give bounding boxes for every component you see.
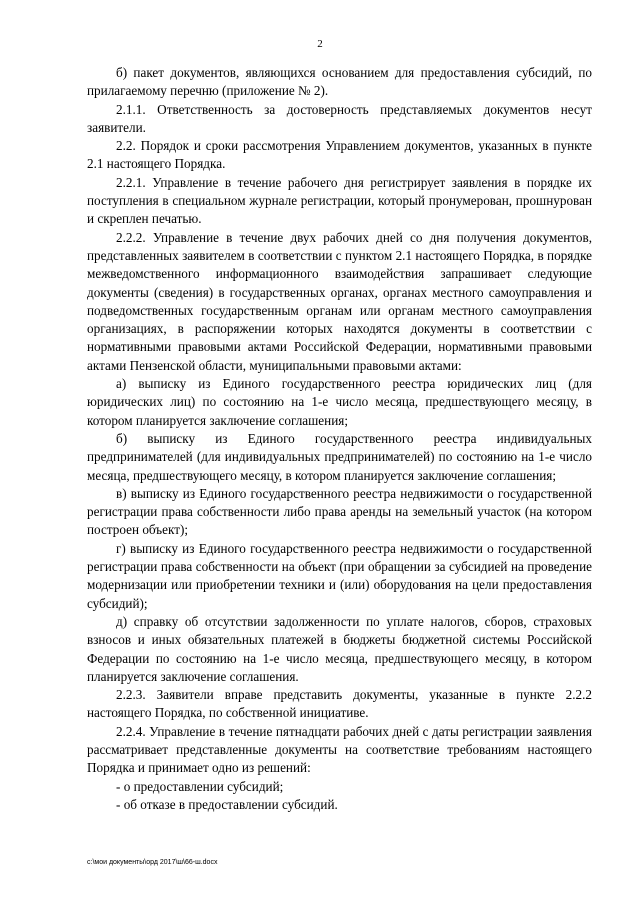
document-body (87, 64, 592, 814)
paragraph-2-2-2: 2.2.2. Управление в течение двух рабочих дней со дня получения документов, представленных заявителем в соответствии с пунктом 2.1 настоящего Порядка, в порядке межведомственного информационного взаимодействия запрашивает следующие документы (сведения) в государственных органах, органах местного самоуправления и подведомственных государственным органам или органам местного самоуправления организациях, в распоряжении которых находятся документы в соответствии с нормативными правовыми актами Российской Федерации, нормативными правовыми актами Пензенской области, муниципальными правовыми актами: (87, 229, 592, 373)
list-item-a: а) выписку из Единого государственного реестра юридических лиц (для юридических лиц) по состоянию на 1-е число месяца, предшествующего месяцу, в котором планируется заключение соглашения; (87, 376, 592, 428)
paragraph-b-documents-package: б) пакет документов, являющихся основанием для предоставления субсидий, по прилагаемому перечню (приложение № 2). (87, 65, 592, 99)
paragraph-2-2: 2.2. Порядок и сроки рассмотрения Управлением документов, указанных в пункте 2.1 настоящего Порядка. (87, 138, 592, 172)
list-item-v: в) выписку из Единого государственного реестра недвижимости о государственной регистрации права собственности либо права аренды на земельный участок (на котором построен объект); (87, 485, 592, 538)
decision-option-refusal: - об отказе в предоставлении субсидий. (116, 796, 338, 812)
paragraph-2-2-1: 2.2.1. Управление в течение рабочего дня регистрирует заявления в порядке их поступления в специальном журнале регистрации, который пронумерован, прошнурован и скреплен печатью. (87, 174, 592, 227)
decision-option-grant: - о предоставлении субсидий; (116, 778, 284, 794)
paragraph-2-2-4: 2.2.4. Управление в течение пятнадцати рабочих дней с даты регистрации заявления рассматривает представленные документы на соответствие требованиям настоящего Порядка и принимает одно из решений: (87, 723, 592, 776)
list-item-b: б) выписку из Единого государственного реестра индивидуальных предпринимателей (для индивидуальных предпринимателей) по состоянию на 1-е число месяца, предшествующего месяцу, в котором планируется заключение соглашения; (87, 430, 592, 483)
paragraph-2-2-3: 2.2.3. Заявители вправе представить документы, указанные в пункте 2.2.2 настоящего Порядка, по собственной инициативе. (87, 687, 592, 721)
list-item-d: д) справку об отсутствии задолженности по уплате налогов, сборов, страховых взносов и иных обязательных платежей в бюджеты бюджетной системы Российской Федерации по состоянию на 1-е число месяца, предшествующего месяцу, в котором планируется заключение соглашения. (87, 613, 592, 684)
list-item-g: г) выписку из Единого государственного реестра недвижимости о государственной регистрации права собственности на объект (при обращении за субсидией на проведение модернизации или приобретении техники и (или) оборудования на цели предоставления субсидий); (87, 540, 592, 611)
paragraph-2-1-1: 2.1.1. Ответственность за достоверность представляемых документов несут заявители. (87, 101, 592, 135)
footer-file-path: c:\мои документы\орд 2017\ш\66-ш.docx (87, 859, 218, 866)
page-number: 2 (317, 38, 323, 50)
